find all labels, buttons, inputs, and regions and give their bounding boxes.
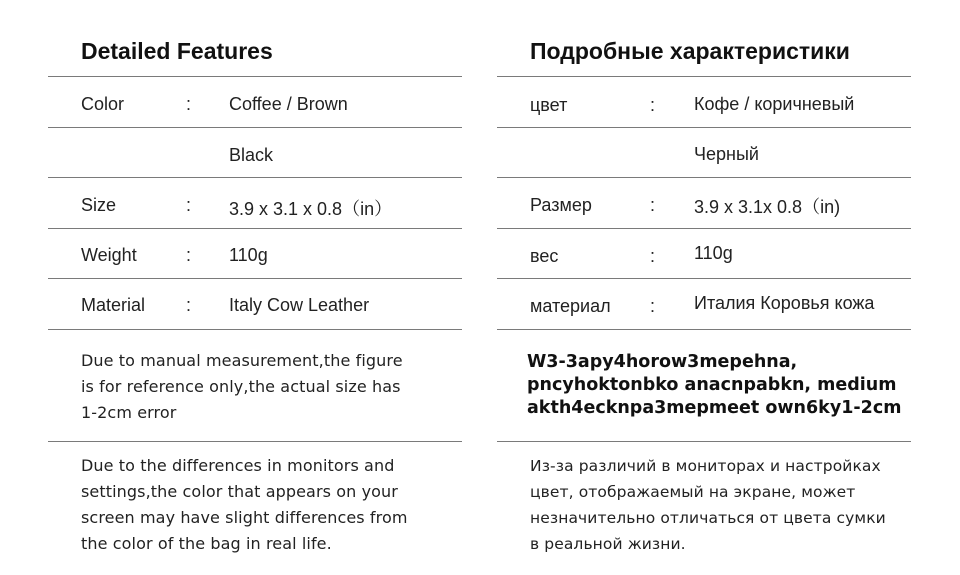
divider [48,177,462,178]
spec-colon: : [186,245,192,265]
spec-label: Size [81,195,117,215]
note-line: akth4ecknpa3mepmeet own6ky1-2cm [527,398,902,418]
note-line: screen may have slight differences from [81,508,408,527]
spec-value: Italy Cow Leather [229,295,370,315]
spec-value: Coffee / Brown [229,94,348,114]
note-line: the color of the bag in real life. [81,534,332,553]
measurement-note [81,348,403,426]
divider [48,441,462,442]
spec-value: 3.9 x 3.1 x 0.8（in） [229,199,393,219]
note-line: Из-за различий в мониторах и настройках [530,457,881,475]
spec-colon: : [186,295,192,315]
panel-title: Подробные характеристики [530,38,850,64]
color-disclaimer-note [81,453,408,557]
spec-value: 3.9 x 3.1x 0.8（in) [694,197,841,217]
spec-value: Италия Коровья кожа [694,293,875,313]
features-russian-panel [497,0,911,575]
spec-label: материал [530,296,611,316]
measurement-note [527,351,901,420]
spec-value: 110g [229,245,268,265]
spec-value: 110g [694,243,733,263]
spec-colon: : [650,95,656,115]
spec-colon: : [650,195,656,215]
panel-title: Detailed Features [81,38,273,64]
divider [497,329,911,330]
spec-colon: : [186,94,192,114]
note-line: Due to manual measurement,the figure [81,351,403,370]
divider [497,76,911,77]
color-disclaimer-note [530,453,886,557]
spec-label: Weight [81,245,137,265]
note-line: Due to the differences in monitors and [81,456,395,475]
spec-label: Material [81,295,146,315]
spec-value: Кофе / коричневый [694,94,855,114]
spec-colon: : [650,246,656,266]
divider [497,228,911,229]
divider [497,127,911,128]
spec-value: Black [229,145,274,165]
spec-label: Color [81,94,125,114]
note-line: settings,the color that appears on your [81,482,398,501]
spec-label: цвет [530,95,568,115]
divider [48,329,462,330]
divider [497,177,911,178]
note-line: незначительно отличаться от цвета сумки [530,509,886,527]
spec-label: Размер [530,195,592,215]
divider [48,228,462,229]
note-line: pncyhoktonbko anacnpabkn, medium [527,375,897,395]
divider [497,278,911,279]
note-line: в реальной жизни. [530,535,686,553]
features-english-panel [48,0,462,575]
spec-colon: : [650,296,656,316]
divider [497,441,911,442]
spec-label: вес [530,246,559,266]
divider [48,278,462,279]
note-line: W3-3apy4horow3mepehna, [527,352,798,372]
divider [48,76,462,77]
note-line: цвет, отображаемый на экране, может [530,483,856,501]
spec-value: Черный [694,144,759,164]
note-line: 1-2cm error [81,403,177,422]
divider [48,127,462,128]
note-line: is for reference only,the actual size has [81,377,401,396]
spec-colon: : [186,195,192,215]
